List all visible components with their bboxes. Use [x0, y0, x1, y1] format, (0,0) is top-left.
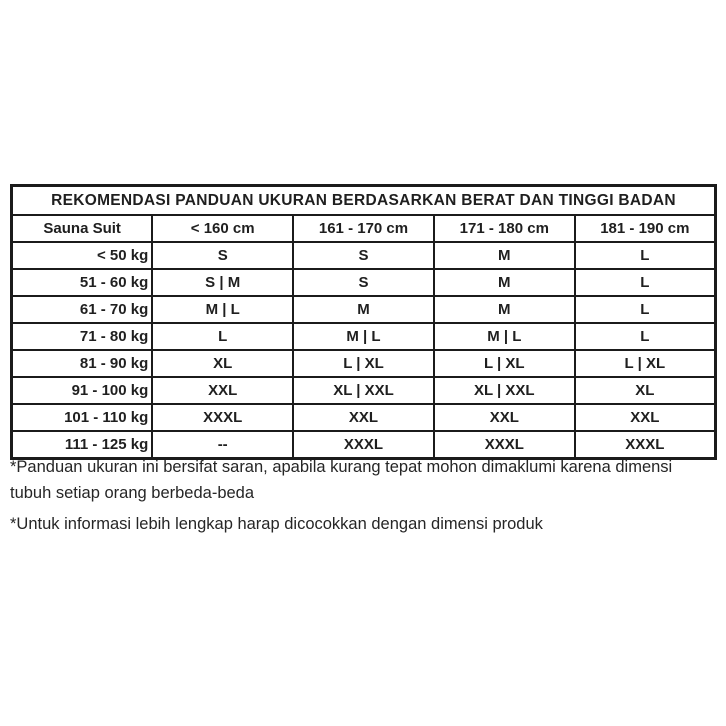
table-row [12, 269, 716, 296]
size-chart-container [10, 184, 717, 460]
size-cell: XL [152, 350, 293, 377]
column-header-height-3: 171 - 180 cm [434, 215, 575, 242]
footnote-disclaimer: *Panduan ukuran ini bersifat saran, apabila kurang tepat mohon dimaklumi karena dimensi tubuh setiap orang berbeda-beda [10, 458, 673, 502]
size-cell: XXL [434, 404, 575, 431]
footnote-info: *Untuk informasi lebih lengkap harap dicocokkan dengan dimensi produk [10, 515, 543, 534]
table-row [12, 350, 716, 377]
size-cell: XL [575, 377, 716, 404]
size-cell: XXL [152, 377, 293, 404]
weight-cell: 91 - 100 kg [12, 377, 153, 404]
size-cell: M [293, 296, 434, 323]
size-cell: S [293, 269, 434, 296]
size-cell: XXL [575, 404, 716, 431]
column-header-height-1: < 160 cm [152, 215, 293, 242]
table-row [12, 377, 716, 404]
size-cell: XXXL [434, 431, 575, 459]
weight-cell: 81 - 90 kg [12, 350, 153, 377]
size-cell: M | L [152, 296, 293, 323]
column-header-sauna-suit: Sauna Suit [12, 215, 153, 242]
size-cell: L [575, 323, 716, 350]
size-cell: XXL [293, 404, 434, 431]
table-header-row [12, 215, 716, 242]
weight-cell: 101 - 110 kg [12, 404, 153, 431]
weight-cell: 71 - 80 kg [12, 323, 153, 350]
size-cell: L | XL [434, 350, 575, 377]
weight-cell: < 50 kg [12, 242, 153, 269]
size-cell: XXXL [575, 431, 716, 459]
size-cell: XXXL [152, 404, 293, 431]
size-cell: L [575, 296, 716, 323]
column-header-height-4: 181 - 190 cm [575, 215, 716, 242]
column-header-height-2: 161 - 170 cm [293, 215, 434, 242]
footnotes [10, 455, 718, 544]
size-cell: XL | XXL [293, 377, 434, 404]
table-title: REKOMENDASI PANDUAN UKURAN BERDASARKAN BERAT DAN TINGGI BADAN [12, 186, 716, 216]
size-cell: M [434, 269, 575, 296]
weight-cell: 111 - 125 kg [12, 431, 153, 459]
size-cell: L [575, 269, 716, 296]
table-row [12, 242, 716, 269]
size-chart-table [10, 184, 717, 460]
size-cell: M [434, 296, 575, 323]
size-cell: M | L [293, 323, 434, 350]
size-cell: XL | XXL [434, 377, 575, 404]
table-row [12, 296, 716, 323]
size-cell: L | XL [293, 350, 434, 377]
size-cell: M [434, 242, 575, 269]
size-cell: L [575, 242, 716, 269]
weight-cell: 51 - 60 kg [12, 269, 153, 296]
table-row [12, 323, 716, 350]
size-cell: M | L [434, 323, 575, 350]
size-cell: L [152, 323, 293, 350]
size-cell: S | M [152, 269, 293, 296]
size-cell: S [152, 242, 293, 269]
table-title-row [12, 186, 716, 216]
size-cell: XXXL [293, 431, 434, 459]
table-row [12, 404, 716, 431]
weight-cell: 61 - 70 kg [12, 296, 153, 323]
size-cell: -- [152, 431, 293, 459]
size-cell: L | XL [575, 350, 716, 377]
size-cell: S [293, 242, 434, 269]
